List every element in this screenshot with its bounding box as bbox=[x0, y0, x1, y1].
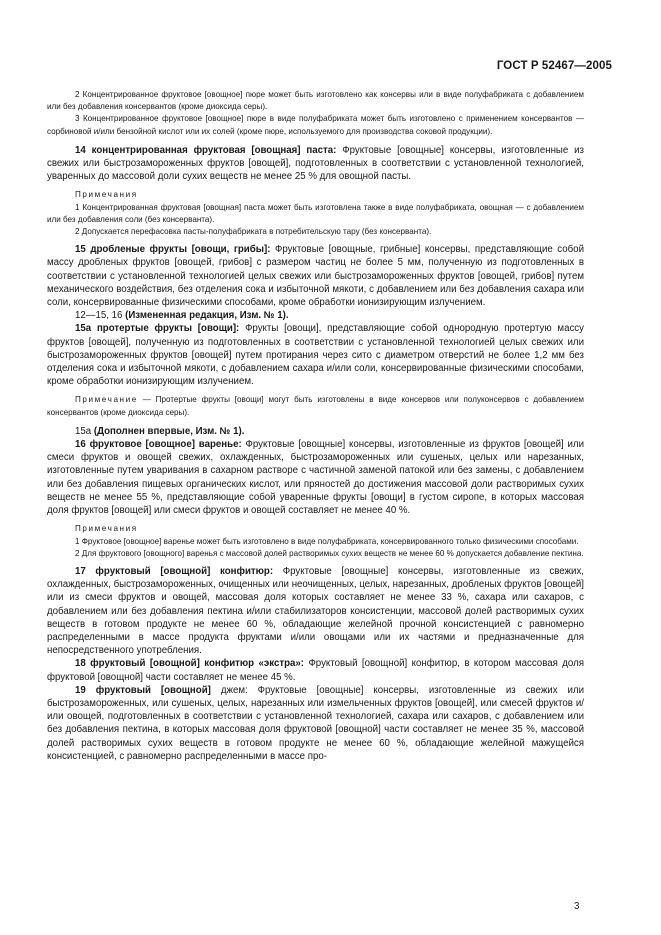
amendment-note bbox=[47, 309, 584, 322]
term-text: Фруктовые [овощные] консервы, изготовленные из свежих, охлажденных, быстрозамороженных, очищенных или неочищенных, целых, нарезанных, дробленых фруктов [овощей] или из смеси фруктов и овощей, массовая доля которых составляет не менее 33 %, сахара или сахаров, с добавлением или без добавления пектина и/или стабилизаторов консистенции, массовой долей растворимых сухих веществ в готовом продукте не менее 60 %, обладающие желейной прочной консистенцией с равномерно распределенными в массе продукта фруктами и/или овощами или их частями и предназначенные для непосредственного употребления. bbox=[47, 565, 584, 657]
term-heading: 15а протертые фрукты [овощи]: bbox=[75, 323, 240, 335]
term-text: Фруктовые [овощные] консервы, изготовленные из фруктов [овощей] или смеси фруктов и овощей свежих, охлажденных, быстрозамороженных или сушеных, целых или нарезанных, изготовленные путем уваривания в сахарном растворе с частичной заменой патокой или без замены, с добавлением или без добавления пищевых органических кислот, или пряностей до достижения массовой доли растворимых сухих веществ не менее 55 %, представляющие собой уваренные фрукты [овощи] в густом сиропе, в которых массовая доля фруктов [овощей] или смеси фруктов и овощей составляет не менее 40 %. bbox=[47, 439, 584, 517]
term-text: Фруктовые [овощные, грибные] консервы, представляющие собой массу дробленых фруктов [овощей, грибов] с размером частиц не более 5 мм, полученную из подготовленных в соответствии с установленной технологией целых свежих или быстрозамороженных фруктов [овощей, грибов] путем механического воздействия, без отделения сока и избыточной мякоти, с добавлением или без добавления сахара или соли, консервированные физическими способами, кроме обработки ионизирующим излучением. bbox=[47, 244, 584, 309]
notes-heading: Примечания bbox=[75, 190, 138, 200]
term-text: Фрукты [овощи], представляющие собой однородную протертую массу фруктов [овощей], полученную из подготовленных в соответствии с установленной технологией целых свежих или быстрозамороженных фруктов [овощей] путем протирания через сито с диаметром отверстий не более 1,2 мм без отделения сока и избыточной мякоти, с добавлением сахара и/или соли, консервированные физическими способами, кроме обработки ионизирующим излучением. bbox=[47, 323, 584, 388]
note-single bbox=[47, 394, 584, 418]
term-heading: 14 концентрированная фруктовая [овощная] паста: bbox=[75, 144, 337, 156]
document-body bbox=[47, 89, 584, 763]
amendment-label: (Дополнен впервые, Изм. № 1). bbox=[93, 425, 245, 437]
amendment-note bbox=[47, 425, 584, 438]
note-text: — Протертые фрукты [овощи] могут быть изготовлены в виде консервов или полуконсервов с добавлением консервантов (кроме диоксида серы). bbox=[47, 395, 584, 417]
page-number: 3 bbox=[574, 901, 580, 912]
note-item: 1 Концентрированная фруктовая [овощная] паста может быть изготовлена также в виде полуфабриката, овощная — с добавлением или без добавления соли (без консерванта). bbox=[47, 202, 584, 224]
note-item: 2 Допускается перефасовка пасты-полуфабриката в потребительскую тару (без консерванта). bbox=[75, 227, 432, 237]
note-item: 2 Для фруктового [овощного] варенья с массовой долей растворимых сухих веществ не менее 60 % допускается добавление пектина. bbox=[75, 548, 584, 558]
note-label: Примечание bbox=[75, 395, 138, 405]
amendment-label: (Измененная редакция, Изм. № 1). bbox=[125, 310, 289, 322]
note-item: 1 Фруктовое [овощное] варенье может быть изготовлено в виде полуфабриката, консервированного только физическими способами. bbox=[75, 536, 579, 546]
term-heading: 15 дробленые фрукты [овощи, грибы]: bbox=[75, 244, 271, 256]
note-item: 2 Концентрированное фруктовое [овощное] пюре может быть изготовлено как консервы или в виде полуфабриката с добавлением или без добавления консервантов (кроме диоксида серы). bbox=[47, 90, 584, 112]
term-text: Фруктовые [овощные] консервы, изготовленные из свежих или быстрозамороженных фруктов [овощей], подготовленных в соответствии с установленной технологией, уваренных до массовой доли сухих веществ не менее 25 % для овощной пасты. bbox=[47, 144, 584, 183]
term-definition bbox=[47, 144, 584, 184]
term-heading: 19 фруктовый [овощной] bbox=[75, 684, 211, 696]
term-definition bbox=[47, 565, 584, 657]
term-heading: 16 фруктовое [овощное] варенье: bbox=[75, 439, 242, 451]
amendment-numbers: 12—15, 16 bbox=[75, 310, 126, 322]
term-definition bbox=[47, 657, 584, 683]
term-definition bbox=[47, 438, 584, 517]
term-definition bbox=[47, 322, 584, 388]
term-heading: 18 фруктовый [овощной] конфитюр «экстра»: bbox=[75, 658, 305, 670]
amendment-numbers: 15а bbox=[75, 425, 94, 437]
term-definition bbox=[47, 684, 584, 763]
term-heading: 17 фруктовый [овощной] конфитюр: bbox=[75, 565, 274, 577]
term-text: джем: Фруктовые [овощные] консервы, изготовленные из свежих или быстрозамороженных, или сушеных, целых, нарезанных или измельченных фруктов [овощей], или смесей фруктов и/или овощей, подготовленных в соответствии с установленной технологией, сахара или сахаров, с добавлением или без добавления пектина, в которых массовая доля фруктовой [овощной] части составляет не менее 35 %, массовой долей растворимых сухих веществ в готовом продукте не менее 60 %, обладающие желейной мажущейся консистенцией, с равномерно распределенными в массе про- bbox=[47, 684, 584, 762]
term-text: Фруктовый [овощной] конфитюр, в котором массовая доля фруктовой [овощной] части составляет не менее 45 %. bbox=[47, 658, 584, 683]
standard-header: ГОСТ Р 52467—2005 bbox=[496, 60, 612, 72]
notes-heading: Примечания bbox=[75, 524, 138, 534]
note-item: 3 Концентрированное фруктовое [овощное] пюре в виде полуфабриката может быть изготовлено с применением консервантов — сорбиновой и/или бензойной кислот или их солей (кроме пюре, используемого для производства соковой продукции). bbox=[47, 114, 584, 136]
term-definition bbox=[47, 243, 584, 309]
